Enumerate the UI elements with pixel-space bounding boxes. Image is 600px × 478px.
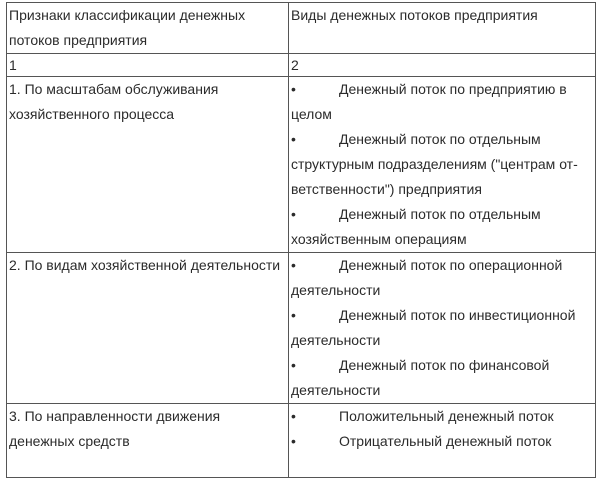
list-item (291, 202, 595, 252)
criterion-cell (7, 77, 289, 253)
header-col2-text: Виды денежных потоков предприятия (291, 7, 538, 23)
bullet-icon: • (291, 257, 296, 273)
list-item-continuation: целом (291, 106, 332, 122)
list-item-continuation: ветственности") предприятия (291, 181, 482, 197)
list-item (291, 127, 595, 202)
classification-table (6, 2, 596, 478)
criterion-line: хозяйственного процесса (9, 106, 175, 122)
bullet-icon: • (291, 206, 296, 222)
list-item-text: Денежный поток по предприятию в (339, 81, 567, 97)
header-col1-line: потоков предприятия (9, 32, 148, 48)
types-cell (289, 253, 596, 404)
list-item-continuation: хозяйственным операциям (291, 231, 467, 247)
number-cell: 2 (289, 54, 596, 77)
list-item-continuation: деятельности (291, 282, 381, 298)
criterion-cell (7, 404, 289, 478)
table-row (7, 253, 596, 404)
header-cell-types (289, 3, 596, 54)
list-item-text: Положительный денежный поток (339, 408, 554, 424)
list-item-text: Денежный поток по финансовой (339, 357, 550, 373)
types-cell (289, 404, 596, 478)
header-col1-line: Признаки классификации денежных (9, 7, 246, 23)
bullet-icon: • (291, 81, 296, 97)
table-number-row (7, 54, 596, 77)
bullet-icon: • (291, 433, 296, 449)
list-item (291, 404, 595, 429)
number-cell: 1 (7, 54, 289, 77)
header-cell-criteria (7, 3, 289, 54)
bullet-icon: • (291, 408, 296, 424)
table-header-row (7, 3, 596, 54)
table-row (7, 404, 596, 478)
list-item (291, 429, 595, 454)
types-cell (289, 77, 596, 253)
list-item (291, 353, 595, 403)
list-item-continuation: деятельности (291, 382, 381, 398)
criterion-line: денежных средств (9, 433, 130, 449)
list-item-continuation: деятельности (291, 332, 381, 348)
criterion-cell (7, 253, 289, 404)
list-item-text: Денежный поток по инвестиционной (339, 307, 576, 323)
criterion-line: 1. По масштабам обслуживания (9, 81, 219, 97)
bullet-icon: • (291, 307, 296, 323)
list-item (291, 77, 595, 127)
list-item-text: Денежный поток по операционной (339, 257, 563, 273)
list-item-continuation: структурным подразделениям ("центрам от- (291, 156, 578, 172)
list-item-text: Денежный поток по отдельным (339, 206, 541, 222)
list-item-text: Денежный поток по отдельным (339, 131, 541, 147)
list-item (291, 303, 595, 353)
list-item (291, 253, 595, 303)
criterion-line: 3. По направленности движения (9, 408, 221, 424)
list-item-text: Отрицательный денежный поток (339, 433, 552, 449)
criterion-line: 2. По видам хозяйственной деятельности (9, 257, 281, 273)
table-row (7, 77, 596, 253)
bullet-icon: • (291, 131, 296, 147)
bullet-icon: • (291, 357, 296, 373)
